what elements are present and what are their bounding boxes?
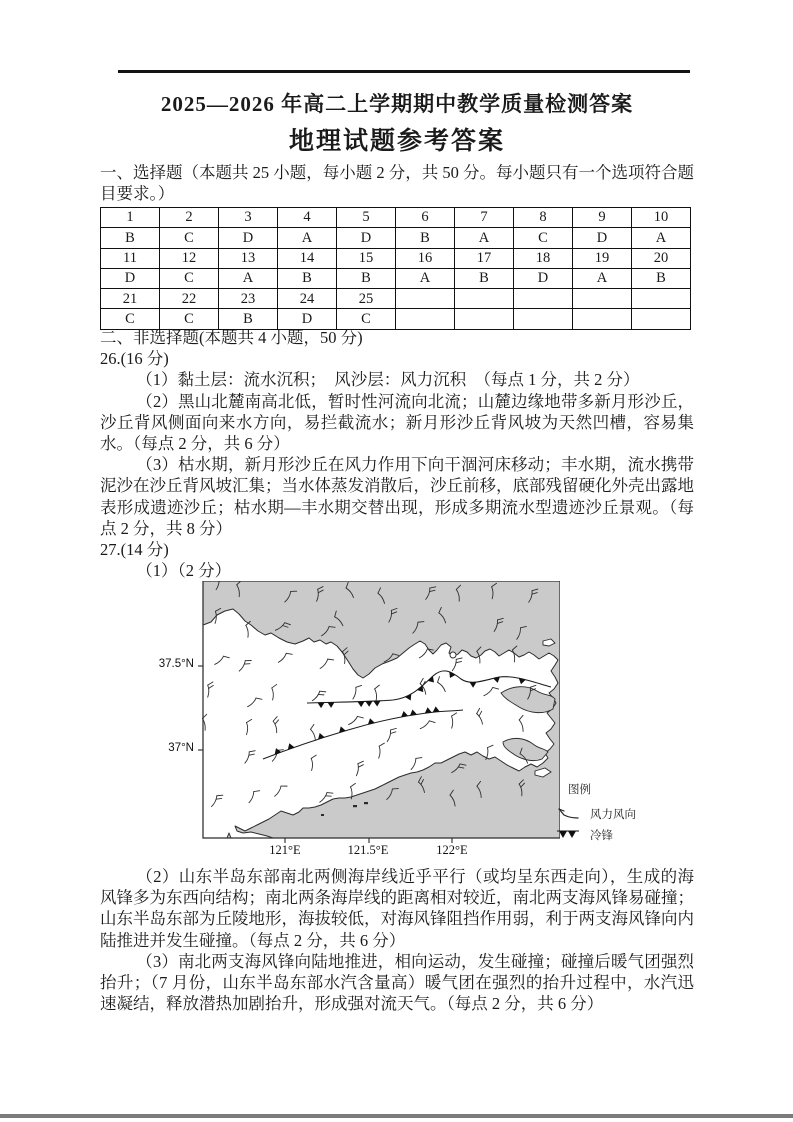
table-cell: 24	[278, 289, 337, 309]
lat-label-37-5n: 37.5°N	[158, 658, 194, 670]
q26-label: 26.(16 分)	[100, 349, 169, 369]
q26-answer-3: （3）枯水期，新月形沙丘在风力作用下向干涸河床移动；丰水期，流水携带泥沙在沙丘背风坡汇集；当水体蒸发消散后，沙丘前移，底部残留硬化外壳出露地表形成遗迹沙丘；枯水期—丰水期交替出现，形成多期流水型遗迹沙丘景观。（每点 2 分，共 8 分）	[100, 455, 694, 538]
page-top-rule	[118, 70, 690, 73]
table-cell: C	[160, 309, 219, 329]
shandong-peninsula-map	[197, 581, 560, 843]
table-cell: C	[101, 309, 160, 329]
table-cell: B	[396, 228, 455, 248]
document-title: 2025—2026 年高二上学期期中教学质量检测答案	[160, 92, 634, 116]
table-cell: 16	[396, 248, 455, 268]
table-row	[101, 228, 691, 248]
table-cell: D	[278, 309, 337, 329]
q26-answer-2: （2）黑山北麓南高北低，暂时性河流向北流；山麓边缘地带多新月形沙丘，沙丘背风侧面向来水方向，易拦截流水；新月形沙丘背风坡为天然凹槽，容易集水。（每点 2 分，共 6 分）	[100, 391, 694, 454]
table-row	[101, 289, 691, 309]
table-cell: 19	[573, 248, 632, 268]
lon-label-122e: 122°E	[436, 843, 468, 857]
table-cell: A	[278, 228, 337, 248]
table-cell: 11	[101, 248, 160, 268]
table-cell	[573, 289, 632, 309]
table-cell: D	[219, 228, 278, 248]
table-cell: 1	[101, 208, 160, 228]
answer-table	[100, 207, 691, 330]
table-cell: 13	[219, 248, 278, 268]
small-ring-island	[450, 652, 456, 658]
q27-answer-3: （3）南北两支海风锋向陆地推进，相向运动，发生碰撞；碰撞后暖气团强烈抬升；（7 月份，山东半岛东部水汽含量高）暖气团在强烈的抬升过程中，水汽迅速凝结，释放潜热加剧抬升，形成强对流天气。（每点 2 分，共 6 分）	[100, 951, 694, 1014]
q27-answer-1: （1）（2 分）	[136, 561, 232, 581]
page-bottom-edge	[0, 1114, 793, 1118]
table-cell: 6	[396, 208, 455, 228]
cold-front-icon	[556, 828, 582, 842]
table-cell: 10	[632, 208, 691, 228]
table-cell: D	[573, 228, 632, 248]
table-cell	[455, 289, 514, 309]
legend-row-front	[556, 827, 706, 843]
lon-label-121e: 121°E	[269, 843, 301, 857]
table-row	[101, 268, 691, 288]
table-cell: D	[101, 268, 160, 288]
table-cell: 22	[160, 289, 219, 309]
section1-heading: 一、选择题（本题共 25 小题，每小题 2 分，共 50 分。每小题只有一个选项符合题目要求。）	[100, 163, 694, 204]
table-cell: 4	[278, 208, 337, 228]
table-cell	[632, 289, 691, 309]
lon-label-121-5e: 121.5°E	[347, 843, 389, 857]
islet-dot	[364, 802, 368, 804]
table-row	[101, 208, 691, 228]
map-legend	[556, 781, 706, 848]
table-row	[101, 248, 691, 268]
table-cell: 9	[573, 208, 632, 228]
table-cell: B	[219, 309, 278, 329]
islet-dot	[321, 814, 324, 816]
table-cell: B	[337, 268, 396, 288]
table-cell: C	[160, 228, 219, 248]
table-cell: 2	[160, 208, 219, 228]
table-cell: B	[632, 268, 691, 288]
table-cell: 8	[514, 208, 573, 228]
table-cell: A	[455, 228, 514, 248]
table-cell: 17	[455, 248, 514, 268]
table-cell	[396, 289, 455, 309]
table-cell: B	[101, 228, 160, 248]
table-cell: 5	[337, 208, 396, 228]
table-cell: C	[514, 228, 573, 248]
table-cell: A	[632, 228, 691, 248]
table-cell: 14	[278, 248, 337, 268]
legend-title: 图例	[568, 784, 591, 796]
islet-dot	[353, 805, 357, 807]
lat-label-37n: 37°N	[168, 742, 194, 754]
q27-text-block	[100, 866, 694, 1014]
table-cell: 21	[101, 289, 160, 309]
table-cell: 25	[337, 289, 396, 309]
table-cell	[514, 289, 573, 309]
table-cell: 3	[219, 208, 278, 228]
table-cell: A	[573, 268, 632, 288]
table-cell: 15	[337, 248, 396, 268]
table-cell: A	[396, 268, 455, 288]
section2-text-block	[100, 327, 694, 581]
table-cell: 12	[160, 248, 219, 268]
legend-row-wind	[556, 806, 706, 822]
table-cell: 18	[514, 248, 573, 268]
wind-barb-icon	[556, 807, 582, 821]
table-cell: 23	[219, 289, 278, 309]
q27-answer-2: （2）山东半岛东部南北两侧海岸线近乎平行（或均呈东西走向），生成的海风锋多为东西向结构；南北两条海岸线的距离相对较近，南北两支海风锋易碰撞；山东半岛东部为丘陵地形，海拔较低，对海风锋阻挡作用弱，利于两支海风锋向内陆推进并发生碰撞。（每点 2 分，共 6 分）	[100, 867, 694, 950]
table-cell: 7	[455, 208, 514, 228]
weather-map-figure	[0, 581, 793, 877]
legend-front-label: 冷锋	[590, 830, 613, 842]
table-cell: D	[337, 228, 396, 248]
table-cell: B	[278, 268, 337, 288]
table-cell: C	[337, 309, 396, 329]
table-cell: C	[160, 268, 219, 288]
table-cell: B	[455, 268, 514, 288]
legend-wind-label: 风力风向	[590, 809, 636, 821]
q27-label: 27.(14 分)	[100, 540, 169, 560]
document-subtitle: 地理试题参考答案	[288, 127, 505, 155]
table-cell: 20	[632, 248, 691, 268]
table-cell: D	[514, 268, 573, 288]
q26-answer-1: （1）黏土层：流水沉积； 风沙层：风力沉积 （每点 1 分，共 2 分）	[136, 370, 640, 390]
table-cell: A	[219, 268, 278, 288]
section2-heading: 二、非选择题(本题共 4 小题，50 分)	[100, 328, 363, 347]
